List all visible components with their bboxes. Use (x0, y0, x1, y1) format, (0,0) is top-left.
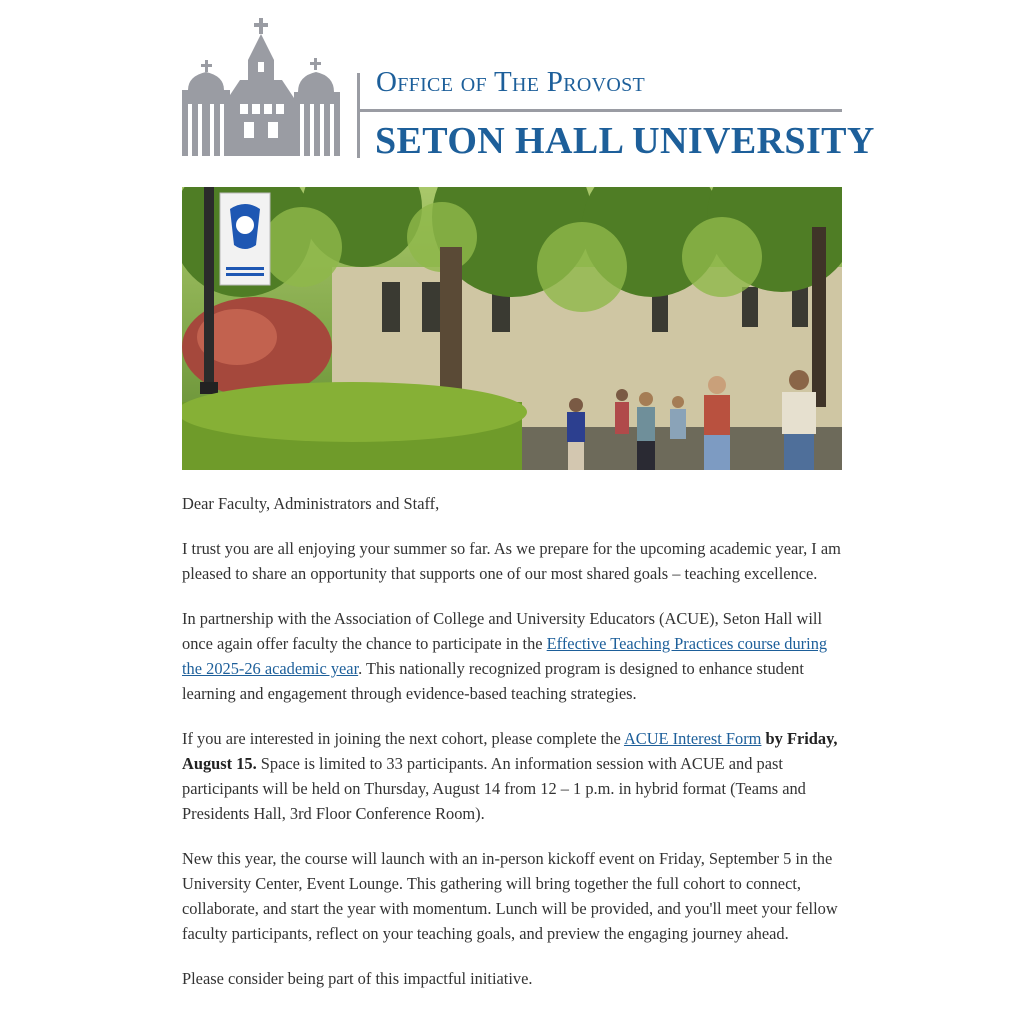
p3-text-after: Space is limited to 33 participants. An information session with ACUE and past participants will be held on Thursday, August 14 from 12 – 1 p.m. in hybrid format (Teams and Presidents Hall, 3rd Floor Conference Room). (182, 754, 806, 823)
paragraph-acue-partnership (182, 606, 842, 706)
header-logo (182, 0, 875, 187)
paragraph-kickoff-event: New this year, the course will launch with an in-person kickoff event on Friday, September 5 in the University Center, Event Lounge. This gathering will bring together the full cohort to connect, collaborate, and start the year with momentum. Lunch will be provided, and you'll meet your fellow faculty participants, reflect on your teaching goals, and preview the engaging journey ahead. (182, 849, 838, 943)
deadline-text: by Friday, August 15. (182, 729, 838, 773)
effective-teaching-practices-link[interactable]: Effective Teaching Practices course during the 2025-26 academic year (182, 634, 828, 678)
office-title: Office of The Provost (376, 66, 646, 98)
p2-text-before: In partnership with the Association of College and University Educators (ACUE), Seton Hall will once again offer faculty the chance to participate in the (182, 609, 823, 653)
paragraph-consider: Please consider being part of this impactful initiative. (182, 969, 533, 988)
logo-divider-vertical (357, 73, 360, 158)
p3-text-before: If you are interested in joining the next cohort, please complete the (182, 729, 624, 748)
email-text (182, 491, 842, 1011)
campus-scene-image (182, 187, 842, 470)
church-logo-icon (182, 18, 342, 158)
university-title: SETON HALL UNIVERSITY (375, 120, 875, 162)
p2-text-after: . This nationally recognized program is designed to enhance student learning and engagement through evidence-based teaching strategies. (182, 659, 804, 703)
logo-divider-horizontal (357, 109, 842, 112)
campus-photo (182, 187, 842, 470)
greeting: Dear Faculty, Administrators and Staff, (182, 494, 440, 513)
paragraph-interest-form (182, 726, 842, 826)
email-body (182, 0, 875, 988)
paragraph-summer: I trust you are all enjoying your summer so far. As we prepare for the upcoming academic year, I am pleased to share an opportunity that supports one of our most shared goals – teaching excellence. (182, 539, 841, 583)
acue-interest-form-link[interactable]: ACUE Interest Form (623, 729, 762, 748)
